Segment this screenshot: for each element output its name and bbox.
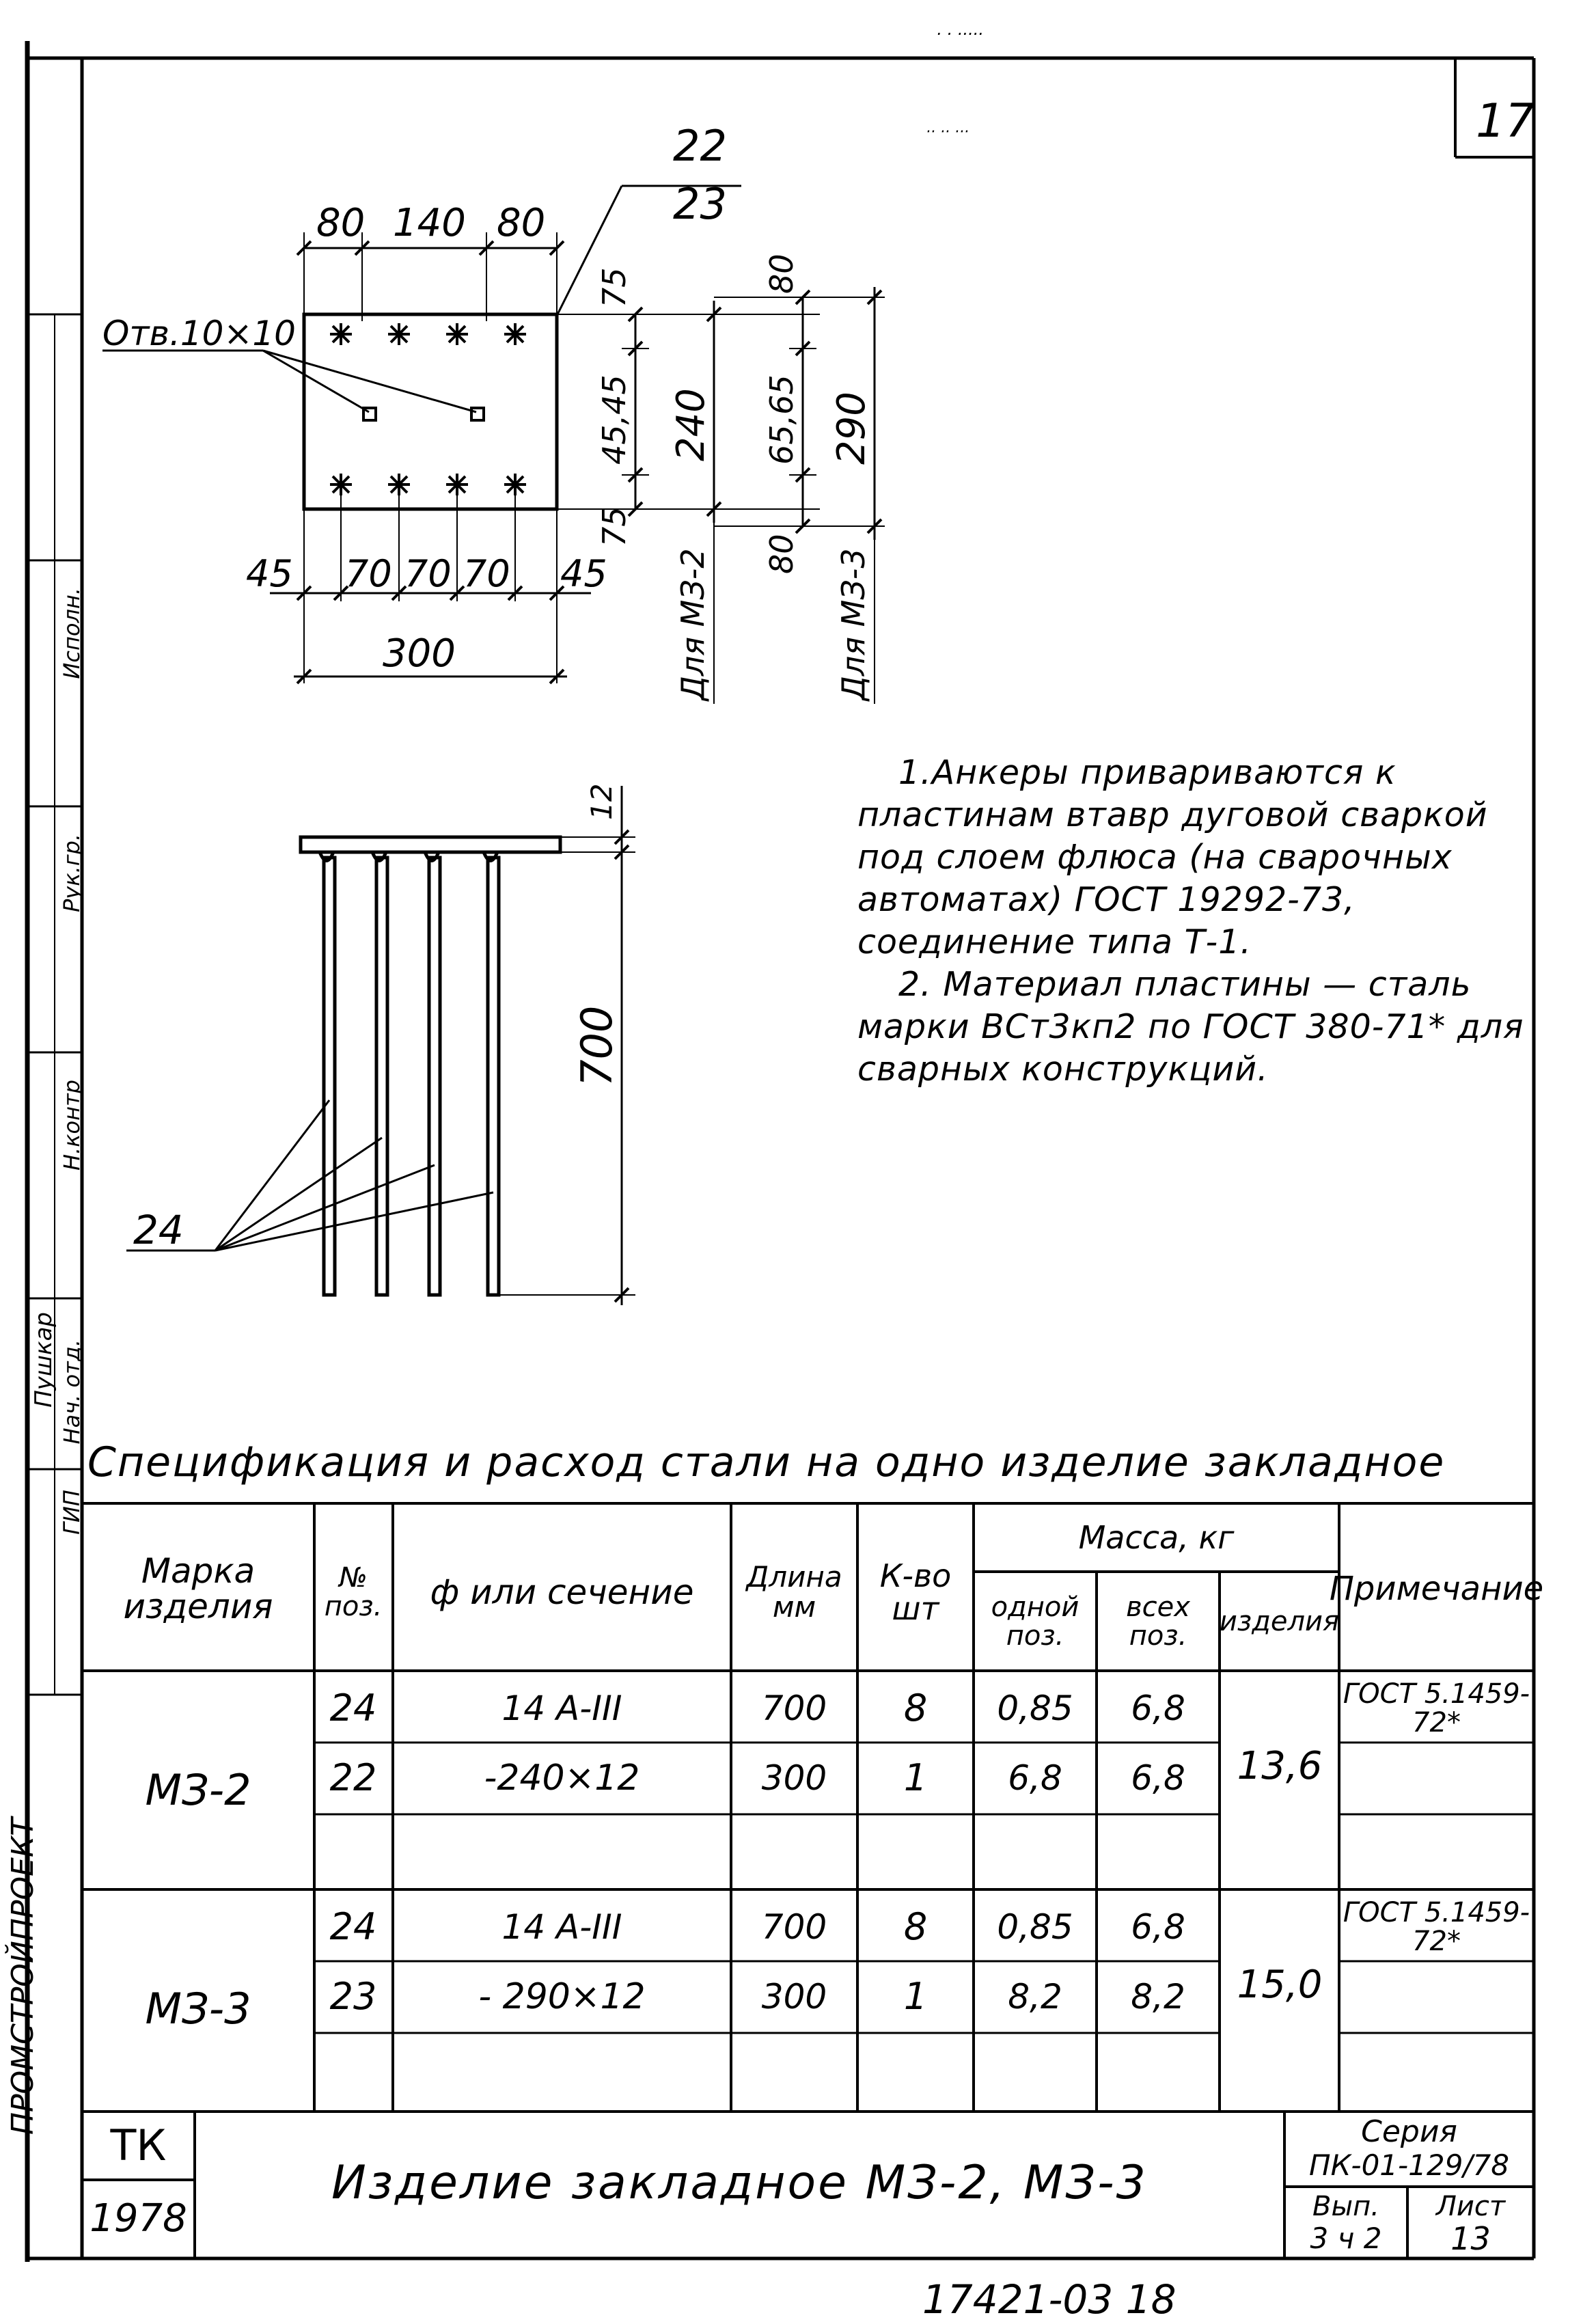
row-mz3-1-note: ГОСТ 5.1459-72*	[1343, 1897, 1530, 1957]
dim-bottom-70-c: 70	[463, 552, 510, 595]
dim-v-240: 240	[669, 388, 713, 461]
dim-top-140: 140	[393, 201, 466, 245]
dim-bottom-45-left: 45	[246, 552, 293, 595]
header-pos: № поз.	[324, 1562, 383, 1622]
dim-v-80-top: 80	[763, 254, 800, 294]
top-mark-a: · · ·····	[936, 25, 983, 44]
row-mz2-1-mass-all: 6,8	[1131, 1688, 1185, 1728]
row-mz3-2-pos: 23	[329, 1974, 377, 2018]
top-mark-b: ·· ·· ···	[926, 124, 969, 141]
row-mz3-2-qty: 1	[903, 1974, 928, 2018]
anchor-marks-bottom	[330, 474, 526, 495]
row-mz3-2-mass-all: 8,2	[1131, 1976, 1185, 2017]
dim-anchor-length: 700	[572, 1005, 622, 1087]
footer-number: 17421-03 18	[922, 2276, 1177, 2322]
note-1: 1.Анкеры привариваются к пластинам втавр дуговой сваркой под слоем флюса (на сварочных автоматах) ГОСТ 19292-73, соединение типа Т-1.	[857, 753, 1488, 961]
label-for-mz3: Для МЗ-3	[835, 548, 872, 700]
row-mz2-1-section: 14 A-III	[501, 1688, 622, 1728]
header-mass-one: одной поз.	[991, 1591, 1079, 1652]
row-mz2-2-section: -240×12	[484, 1757, 640, 1799]
anchor-marks-top	[330, 323, 526, 345]
hole-right	[471, 408, 484, 420]
header-mass-item: изделия	[1219, 1605, 1340, 1637]
header-qty: К-во шт	[879, 1557, 952, 1627]
note-2: 2. Материал пластины — сталь марки ВСт3кп2 по ГОСТ 380-71* для сварных конструкций.	[857, 965, 1524, 1089]
embed-plate-side	[301, 837, 560, 852]
side-stamp-3: Н.контр	[59, 1080, 85, 1171]
dim-bottom-70-a: 70	[345, 552, 392, 595]
issue-number: 3 ч 2	[1310, 2221, 1382, 2255]
label-for-mz2: Для МЗ-2	[674, 548, 711, 700]
dim-v-80-bottom: 80	[763, 534, 800, 574]
mark-mz2: МЗ-2	[145, 1765, 251, 1816]
side-stamp-org: ПРОМСТРОЙПРОЕКТ	[5, 1818, 40, 2135]
item-mass-mz3: 15,0	[1237, 1962, 1323, 2007]
row-mz2-2-mass-one: 6,8	[1008, 1758, 1062, 1798]
header-mass-all: всех поз.	[1126, 1591, 1190, 1652]
row-mz3-1-mass-one: 0,85	[997, 1907, 1073, 1947]
row-mz3-1-section: 14 A-III	[501, 1907, 622, 1947]
dim-v-290: 290	[829, 392, 874, 465]
dim-v-45-45: 45,45	[596, 374, 633, 465]
technical-notes	[857, 752, 1534, 1091]
row-mz2-1-qty: 8	[903, 1686, 928, 1730]
item-mass-mz2: 13,6	[1237, 1743, 1323, 1788]
dim-v-65-65: 65,65	[763, 374, 800, 465]
side-stamp-1: ГИП	[59, 1490, 85, 1535]
header-section: ф или сечение	[430, 1572, 694, 1612]
side-stamp-4: Рук.гр.	[59, 834, 85, 913]
dim-overall-300: 300	[383, 631, 456, 676]
row-mz2-2-qty: 1	[903, 1756, 928, 1799]
header-mark: Марка изделия	[123, 1551, 273, 1626]
anchor-callout: 24	[133, 1207, 184, 1253]
sheet-label: Лист	[1435, 2191, 1506, 2222]
header-mass: Масса, кг	[1078, 1518, 1235, 1556]
drawing-title: Изделие закладное МЗ-2, МЗ-3	[331, 2156, 1148, 2211]
row-mz3-1-qty: 8	[903, 1904, 928, 1948]
header-note: Примечание	[1329, 1569, 1544, 1608]
row-mz3-1-pos: 24	[329, 1904, 377, 1948]
anchor-bars	[320, 852, 499, 1295]
row-mz2-1-pos: 24	[329, 1686, 377, 1730]
sheet-number: 17	[1476, 94, 1535, 148]
dim-top-80-right: 80	[497, 201, 546, 245]
row-mz3-1-mass-all: 6,8	[1131, 1907, 1185, 1947]
issue-label: Вып.	[1312, 2191, 1379, 2222]
dim-bottom-70-b: 70	[404, 552, 452, 595]
row-mz3-1-length: 700	[761, 1907, 827, 1947]
title-block-year: 1978	[90, 2196, 187, 2241]
row-mz2-1-note: ГОСТ 5.1459-72*	[1343, 1678, 1530, 1738]
dim-v-75-top: 75	[596, 267, 633, 308]
dim-v-75-bottom: 75	[596, 506, 633, 547]
header-length: Длина мм	[746, 1559, 842, 1624]
series-label: Серия	[1361, 2114, 1457, 2149]
side-stamp-2: Нач. отд.	[59, 1339, 85, 1445]
sheet-in-series: 13	[1450, 2219, 1491, 2257]
callout-23: 23	[673, 179, 727, 229]
row-mz3-2-length: 300	[761, 1976, 827, 2017]
title-block-org: ТК	[110, 2120, 167, 2171]
row-mz3-2-mass-one: 8,2	[1008, 1976, 1062, 2017]
row-mz2-1-length: 700	[761, 1688, 827, 1728]
row-mz2-2-length: 300	[761, 1758, 827, 1798]
side-stamp-5: Пушкар	[30, 1312, 57, 1408]
row-mz3-2-section: - 290×12	[478, 1976, 646, 2017]
dim-bottom-45-right: 45	[560, 552, 607, 595]
series-number: ПК-01-129/78	[1309, 2148, 1509, 2182]
dim-plate-thickness: 12	[585, 783, 618, 820]
row-mz2-2-pos: 22	[329, 1756, 377, 1799]
row-mz2-1-mass-one: 0,85	[997, 1688, 1073, 1728]
row-mz2-2-mass-all: 6,8	[1131, 1758, 1185, 1798]
hole-label: Отв.10×10	[102, 314, 296, 353]
spec-title: Спецификация и расход стали на одно изделие закладное	[87, 1438, 1446, 1486]
dim-top-80-left: 80	[316, 201, 366, 245]
callout-22: 22	[673, 121, 727, 171]
mark-mz3: МЗ-3	[145, 1984, 251, 2034]
side-stamp-6: Исполн.	[59, 588, 85, 679]
